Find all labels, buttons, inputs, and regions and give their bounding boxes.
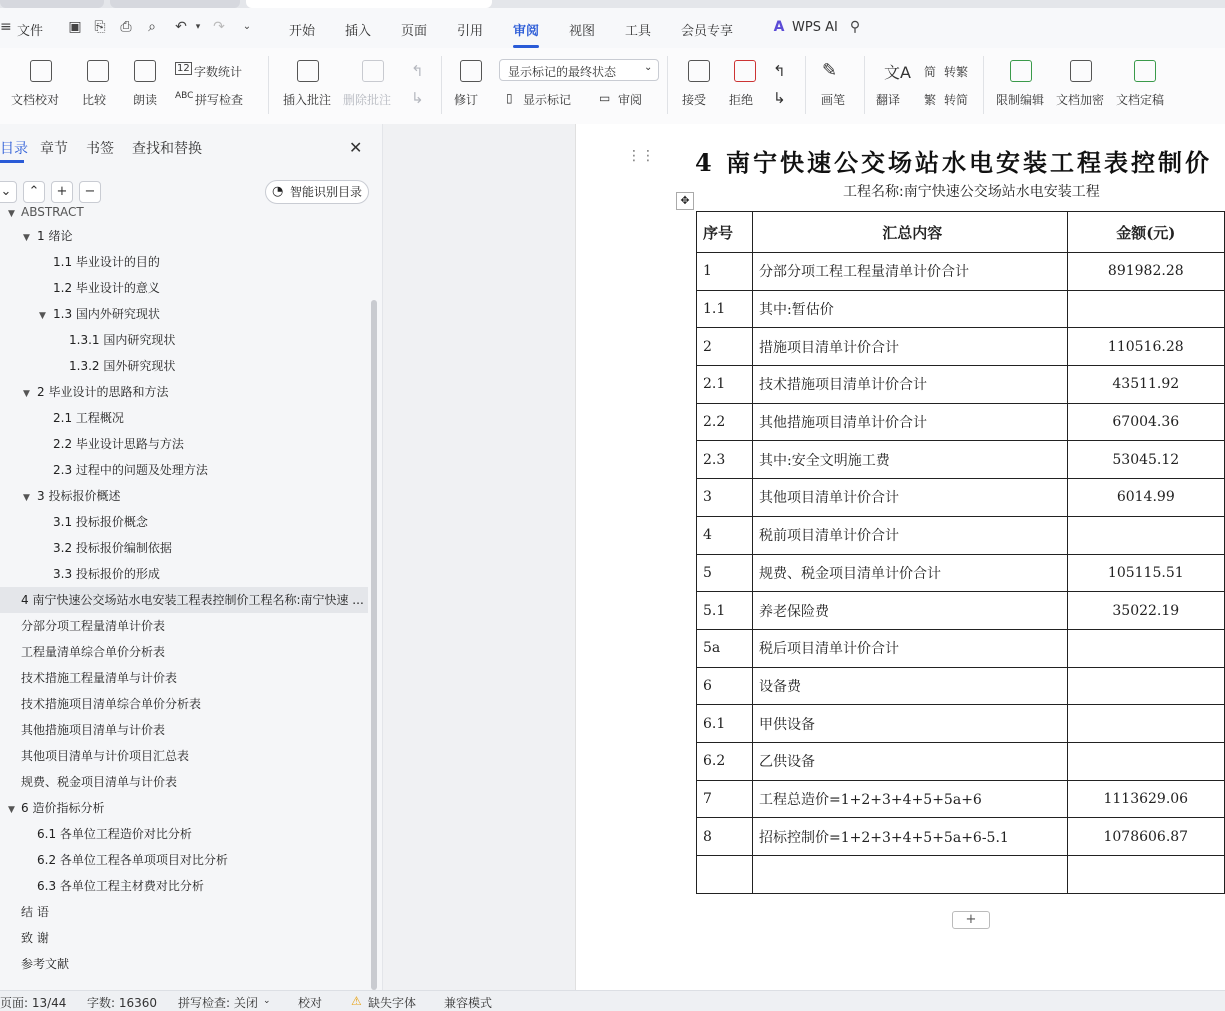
cell-index[interactable] xyxy=(697,856,753,894)
wps-ai-icon: A xyxy=(773,19,785,35)
to-simplified-button[interactable]: 转简 xyxy=(944,93,969,107)
redo-icon[interactable]: ↷ xyxy=(213,19,225,35)
toc-item[interactable]: 致 谢 xyxy=(21,931,49,945)
ribbon-divider xyxy=(805,56,806,114)
cell-content[interactable]: 其他措施项目清单计价合计 xyxy=(753,403,1068,441)
search-icon[interactable]: ⚲ xyxy=(849,19,861,35)
toc-item[interactable]: 1.3.2 国外研究现状 xyxy=(69,359,176,373)
cell-amount[interactable]: 105115.51 xyxy=(1067,554,1224,592)
spell-check-icon: ABC xyxy=(175,91,194,101)
cell-amount[interactable] xyxy=(1067,516,1224,554)
menu-tab-references[interactable]: 引用 xyxy=(457,24,484,39)
chevron-down-icon: ⌄ xyxy=(263,996,271,1006)
add-row-icon[interactable]: + xyxy=(952,911,990,929)
status-page[interactable]: 页面: 13/44 xyxy=(0,996,67,1010)
cell-content[interactable]: 乙供设备 xyxy=(753,742,1068,780)
toc-item[interactable]: 2.3 过程中的问题及处理方法 xyxy=(53,463,208,477)
menu-tab-home[interactable]: 开始 xyxy=(289,24,316,39)
table-row xyxy=(697,856,1225,894)
toc-item[interactable]: 2 毕业设计的思路和方法 xyxy=(37,385,169,399)
document-tab-active[interactable] xyxy=(246,0,492,8)
reject-icon xyxy=(734,60,756,82)
to-simplified-icon: 繁 xyxy=(924,93,937,107)
cell-amount[interactable]: 43511.92 xyxy=(1067,366,1224,404)
ribbon-divider xyxy=(983,56,984,114)
tab-strip xyxy=(0,0,1225,8)
toc-item[interactable]: 2.2 毕业设计思路与方法 xyxy=(53,437,184,451)
compare-icon xyxy=(87,60,109,82)
hamburger-icon[interactable]: ≡ xyxy=(0,19,12,35)
show-markup-icon: ▯ xyxy=(506,91,513,105)
cell-content[interactable]: 设备费 xyxy=(753,667,1068,705)
more-icon[interactable]: ⌄ xyxy=(242,21,252,32)
insert-comment-icon xyxy=(297,60,319,82)
prev-change-icon[interactable]: ↰ xyxy=(773,62,786,80)
smart-toc-label: 智能识别目录 xyxy=(290,185,363,199)
cell-amount[interactable] xyxy=(1067,290,1224,328)
reject-button[interactable]: 拒绝 xyxy=(729,93,754,107)
menu-tab-view[interactable]: 视图 xyxy=(569,24,596,39)
table-row xyxy=(697,592,1225,630)
print-preview-icon[interactable]: ⌕ xyxy=(148,19,156,35)
table-row xyxy=(697,479,1225,517)
toc-item[interactable]: 规费、税金项目清单与计价表 xyxy=(21,775,178,789)
document-subtitle: 工程名称:南宁快速公交场站水电安装工程 xyxy=(843,184,1100,200)
add-heading-icon[interactable]: + xyxy=(51,181,73,203)
cell-amount[interactable]: 53045.12 xyxy=(1067,441,1224,479)
cell-content[interactable]: 其中:安全文明施工费 xyxy=(753,441,1068,479)
cell-index[interactable]: 3 xyxy=(697,479,753,517)
ribbon-divider xyxy=(667,56,668,114)
table-header-row xyxy=(697,212,1225,253)
status-proofread[interactable]: 校对 xyxy=(298,996,323,1010)
doc-check-button[interactable]: 文档校对 xyxy=(11,93,60,107)
encrypt-icon xyxy=(1070,60,1092,82)
expand-icon[interactable]: ▼ xyxy=(23,493,30,503)
expand-icon[interactable]: ▼ xyxy=(23,389,30,399)
cell-content[interactable]: 甲供设备 xyxy=(753,705,1068,743)
toc-item[interactable]: 分部分项工程量清单计价表 xyxy=(21,619,166,633)
expand-icon[interactable]: ▼ xyxy=(8,209,15,219)
status-compat-mode: 兼容模式 xyxy=(444,996,493,1010)
status-bar xyxy=(0,990,1225,1011)
show-markup-button[interactable]: 显示标记 xyxy=(523,93,572,107)
table-row xyxy=(697,780,1225,818)
toc-item[interactable]: 技术措施工程量清单与计价表 xyxy=(21,671,178,685)
markup-state-select[interactable] xyxy=(499,59,659,81)
cell-index[interactable]: 4 xyxy=(697,516,753,554)
brush-icon: ✎ xyxy=(822,60,838,81)
cell-content[interactable]: 其中:暂估价 xyxy=(753,290,1068,328)
status-missing-font[interactable]: 缺失字体 xyxy=(368,996,417,1010)
track-changes-icon xyxy=(460,60,482,82)
to-traditional-icon: 简 xyxy=(924,65,937,79)
cell-content[interactable] xyxy=(753,856,1068,894)
table-row xyxy=(697,629,1225,667)
toc-item[interactable]: 1 绪论 xyxy=(37,229,73,243)
toc-item[interactable]: 3.3 投标报价的形成 xyxy=(53,567,160,581)
cell-content[interactable]: 税前项目清单计价合计 xyxy=(753,516,1068,554)
toc-item[interactable]: 工程量清单综合单价分析表 xyxy=(21,645,166,659)
smart-toc-button[interactable] xyxy=(265,180,369,204)
prev-comment-icon[interactable]: ↰ xyxy=(411,62,424,80)
toc-item-selected[interactable] xyxy=(0,587,368,613)
save-icon[interactable]: ▣ xyxy=(68,19,82,35)
toc-item[interactable]: 6 造价指标分析 xyxy=(21,801,105,815)
cell-amount[interactable]: 1078606.87 xyxy=(1067,818,1224,856)
col-header-amount: 金额(元) xyxy=(1067,212,1224,253)
cell-content[interactable]: 工程总造价=1+2+3+4+5+5a+6 xyxy=(753,780,1068,818)
collapse-all-icon[interactable]: ⌄ xyxy=(0,181,17,203)
cell-index[interactable]: 7 xyxy=(697,780,753,818)
cell-amount[interactable] xyxy=(1067,705,1224,743)
nav-tab-sections[interactable]: 章节 xyxy=(40,141,68,157)
cell-amount[interactable]: 891982.28 xyxy=(1067,253,1224,291)
drag-handle-icon[interactable]: ⋮⋮ xyxy=(627,148,655,164)
expand-icon[interactable]: ▼ xyxy=(8,805,15,815)
cell-index[interactable]: 1.1 xyxy=(697,290,753,328)
table-row xyxy=(697,516,1225,554)
delete-comment-button[interactable]: 删除批注 xyxy=(343,93,392,107)
translate-button[interactable]: 翻译 xyxy=(876,93,901,107)
toc-item[interactable]: 3.1 投标报价概念 xyxy=(53,515,148,529)
cell-amount[interactable] xyxy=(1067,856,1224,894)
cell-index[interactable]: 5.1 xyxy=(697,592,753,630)
cell-content[interactable]: 技术措施项目清单计价合计 xyxy=(753,366,1068,404)
cell-amount[interactable] xyxy=(1067,667,1224,705)
table-row xyxy=(697,742,1225,780)
table-row xyxy=(697,366,1225,404)
ribbon-divider xyxy=(268,56,269,114)
delete-comment-icon xyxy=(362,60,384,82)
accept-button[interactable]: 接受 xyxy=(682,93,707,107)
nav-tab-bookmarks[interactable]: 书签 xyxy=(86,141,114,157)
cell-content[interactable]: 税后项目清单计价合计 xyxy=(753,629,1068,667)
status-spell-check[interactable]: 拼写检查: 关闭 xyxy=(178,996,258,1010)
cell-index[interactable]: 6.1 xyxy=(697,705,753,743)
table-row xyxy=(697,253,1225,291)
compare-button[interactable]: 比较 xyxy=(82,93,107,107)
toc-item[interactable]: 1.1 毕业设计的目的 xyxy=(53,255,160,269)
table-row xyxy=(697,441,1225,479)
navigation-pane xyxy=(0,124,383,990)
chevron-down-icon: ⌄ xyxy=(644,62,653,73)
menu-tab-page[interactable]: 页面 xyxy=(401,24,428,39)
restrict-editing-button[interactable]: 限制编辑 xyxy=(996,93,1045,107)
menu-bar xyxy=(0,8,1225,48)
ribbon-divider xyxy=(864,56,865,114)
smart-icon: ◔ xyxy=(272,184,284,199)
toc-item[interactable]: 1.2 毕业设计的意义 xyxy=(53,281,160,295)
cell-index[interactable]: 2.3 xyxy=(697,441,753,479)
toc-item[interactable]: 6.2 各单位工程各单项项目对比分析 xyxy=(37,853,228,867)
move-up-icon[interactable]: ⌃ xyxy=(23,181,45,203)
table-row xyxy=(697,328,1225,366)
toc-item[interactable]: 技术措施项目清单综合单价分析表 xyxy=(21,697,202,711)
review-pane-button[interactable]: 审阅 xyxy=(618,93,643,107)
nav-tab-indicator xyxy=(0,160,24,163)
toc-item[interactable]: 结 语 xyxy=(21,905,49,919)
cell-content[interactable]: 分部分项工程工程量清单计价合计 xyxy=(753,253,1068,291)
finalize-button[interactable]: 文档定稿 xyxy=(1116,93,1165,107)
summary-table[interactable] xyxy=(696,211,1225,894)
menu-tab-review[interactable]: 审阅 xyxy=(513,24,540,39)
doc-check-icon xyxy=(30,60,52,82)
insert-comment-button[interactable]: 插入批注 xyxy=(283,93,332,107)
table-row xyxy=(697,290,1225,328)
remove-heading-icon[interactable]: − xyxy=(79,181,101,203)
table-row xyxy=(697,705,1225,743)
toc-item[interactable]: 3.2 投标报价编制依据 xyxy=(53,541,172,555)
cell-index[interactable]: 8 xyxy=(697,818,753,856)
translate-icon: 文A xyxy=(884,63,911,82)
close-icon[interactable]: ✕ xyxy=(349,138,363,157)
document-tab[interactable] xyxy=(0,0,104,8)
toc-item[interactable]: 3 投标报价概述 xyxy=(37,489,121,503)
toc-item[interactable]: 2.1 工程概况 xyxy=(53,411,124,425)
toc-item[interactable]: 其他措施项目清单与计价表 xyxy=(21,723,166,737)
cell-index[interactable]: 2.2 xyxy=(697,403,753,441)
export-icon[interactable]: ⎘ xyxy=(94,19,106,35)
toc-item-label: 4 南宁快速公交场站水电安装工程表控制价工程名称:南宁快速 ... xyxy=(21,593,364,607)
cell-index[interactable]: 6 xyxy=(697,667,753,705)
toc-item[interactable]: ABSTRACT xyxy=(21,205,84,219)
finalize-icon xyxy=(1134,60,1156,82)
track-changes-button[interactable]: 修订 xyxy=(454,93,479,107)
table-row xyxy=(697,403,1225,441)
to-traditional-button[interactable]: 转繁 xyxy=(944,65,969,79)
cell-amount[interactable] xyxy=(1067,742,1224,780)
status-word-count[interactable]: 字数: 16360 xyxy=(87,996,158,1010)
cell-index[interactable]: 2.1 xyxy=(697,366,753,404)
table-move-icon[interactable]: ✥ xyxy=(676,192,694,210)
nav-tab-toc[interactable]: 目录 xyxy=(0,141,28,157)
menu-tab-insert[interactable]: 插入 xyxy=(345,24,372,39)
cell-content[interactable]: 措施项目清单计价合计 xyxy=(753,328,1068,366)
read-aloud-icon xyxy=(134,60,156,82)
wps-ai-button[interactable]: WPS AI xyxy=(792,20,838,35)
cell-amount[interactable]: 1113629.06 xyxy=(1067,780,1224,818)
cell-content[interactable]: 招标控制价=1+2+3+4+5+5a+6-5.1 xyxy=(753,818,1068,856)
toc-item[interactable]: 6.1 各单位工程造价对比分析 xyxy=(37,827,192,841)
cell-content[interactable]: 养老保险费 xyxy=(753,592,1068,630)
toc-item[interactable]: 参考文献 xyxy=(21,957,70,971)
next-comment-icon[interactable]: ↳ xyxy=(411,89,424,107)
word-count-button[interactable]: 字数统计 xyxy=(194,65,243,79)
nav-tab-find-replace[interactable]: 查找和替换 xyxy=(132,141,202,157)
cell-index[interactable]: 5a xyxy=(697,629,753,667)
print-icon[interactable]: ⎙ xyxy=(120,19,132,35)
read-aloud-button[interactable]: 朗读 xyxy=(133,93,158,107)
next-change-icon[interactable]: ↳ xyxy=(773,89,786,107)
table-row xyxy=(697,818,1225,856)
table-row xyxy=(697,667,1225,705)
toc-item[interactable]: 6.3 各单位工程主材费对比分析 xyxy=(37,879,204,893)
cell-amount[interactable]: 35022.19 xyxy=(1067,592,1224,630)
spell-check-button[interactable]: 拼写检查 xyxy=(195,93,244,107)
cell-index[interactable]: 2 xyxy=(697,328,753,366)
expand-icon[interactable]: ▼ xyxy=(23,233,30,243)
col-header-content: 汇总内容 xyxy=(753,212,1068,253)
menu-tab-member[interactable]: 会员专享 xyxy=(681,24,734,39)
restrict-editing-icon xyxy=(1010,60,1032,82)
cell-index[interactable]: 6.2 xyxy=(697,742,753,780)
menu-file[interactable]: 文件 xyxy=(17,24,44,39)
word-count-icon: 12 xyxy=(177,63,190,74)
cell-amount[interactable]: 110516.28 xyxy=(1067,328,1224,366)
ribbon-review xyxy=(0,48,1225,125)
cell-index[interactable]: 1 xyxy=(697,253,753,291)
toc-item[interactable]: 其他项目清单与计价项目汇总表 xyxy=(21,749,190,763)
review-pane-icon: ▭ xyxy=(599,91,611,105)
nav-scrollbar[interactable] xyxy=(371,300,377,990)
brush-button[interactable]: 画笔 xyxy=(821,93,846,107)
cell-amount[interactable]: 6014.99 xyxy=(1067,479,1224,517)
undo-icon[interactable]: ↶ xyxy=(175,19,187,35)
expand-icon[interactable]: ▼ xyxy=(39,311,46,321)
cell-index[interactable]: 5 xyxy=(697,554,753,592)
document-tab[interactable] xyxy=(110,0,240,8)
cell-amount[interactable]: 67004.36 xyxy=(1067,403,1224,441)
warning-icon: ⚠ xyxy=(351,994,362,1008)
accept-icon xyxy=(688,60,710,82)
table-row xyxy=(697,554,1225,592)
col-header-index: 序号 xyxy=(697,212,753,253)
markup-state-value: 显示标记的最终状态 xyxy=(508,65,617,79)
cell-content[interactable]: 其他项目清单计价合计 xyxy=(753,479,1068,517)
ribbon-divider xyxy=(441,56,442,114)
document-title: 4 南宁快速公交场站水电安装工程表控制价 xyxy=(695,148,1213,177)
cell-amount[interactable] xyxy=(1067,629,1224,667)
cell-content[interactable]: 规费、税金项目清单计价合计 xyxy=(753,554,1068,592)
menu-tab-tools[interactable]: 工具 xyxy=(625,24,652,39)
encrypt-button[interactable]: 文档加密 xyxy=(1056,93,1105,107)
toc-item[interactable]: 1.3.1 国内研究现状 xyxy=(69,333,176,347)
toc-item[interactable]: 1.3 国内外研究现状 xyxy=(53,307,160,321)
undo-dropdown-icon[interactable]: ▾ xyxy=(195,22,201,32)
